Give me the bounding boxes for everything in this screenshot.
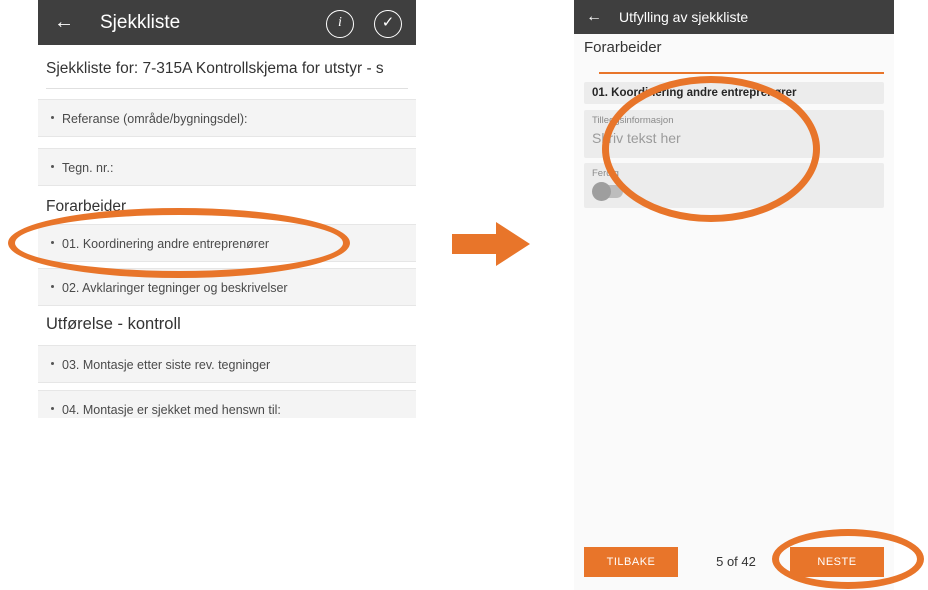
- additional-info-placeholder: Skriv tekst her: [592, 130, 681, 146]
- divider: [46, 88, 408, 89]
- page-title: Sjekkliste: [100, 12, 181, 33]
- right-phone-screen: [574, 0, 894, 590]
- list-item[interactable]: [38, 390, 416, 418]
- arrow-left-icon[interactable]: ←: [54, 11, 74, 33]
- list-item-label: 03. Montasje etter siste rev. tegninger: [62, 358, 271, 372]
- list-item[interactable]: [38, 268, 416, 306]
- list-item-label: 01. Koordinering andre entreprenører: [62, 237, 270, 251]
- bullet-icon: [51, 407, 54, 410]
- list-item-label: Tegn. nr.:: [62, 161, 114, 175]
- group-header: Forarbeider: [38, 196, 416, 218]
- list-item-label: Referanse (område/bygningsdel):: [62, 112, 248, 126]
- section-title: Forarbeider: [584, 39, 662, 56]
- check-circle-icon[interactable]: ✓: [374, 10, 402, 38]
- left-phone-screen: [38, 0, 416, 418]
- checklist-point-title: [584, 82, 884, 104]
- bullet-icon: [51, 165, 54, 168]
- group-header: Utførelse - kontroll: [38, 313, 416, 335]
- done-toggle-knob[interactable]: [592, 182, 611, 201]
- next-button[interactable]: NESTE: [790, 547, 884, 577]
- right-app-bar: [574, 0, 894, 34]
- page-title: Utfylling av sjekkliste: [619, 9, 749, 25]
- additional-info-label: Tilleggsinformasjon: [592, 115, 674, 126]
- left-app-bar: [38, 0, 416, 45]
- active-tab-underline: [599, 72, 884, 74]
- page-counter: 5 of 42: [716, 554, 756, 569]
- bullet-icon: [51, 116, 54, 119]
- checklist-point-label: 01. Koordinering andre entreprenører: [592, 87, 797, 99]
- list-item-label: 04. Montasje er sjekket med henswn til:: [62, 403, 281, 417]
- bottom-bar: [574, 535, 894, 590]
- done-toggle-label: Ferdig: [592, 168, 619, 179]
- list-item-label: 02. Avklaringer tegninger og beskrivelser: [62, 281, 288, 295]
- bullet-icon: [51, 241, 54, 244]
- checklist-heading: Sjekkliste for: 7-315A Kontrollskjema for utstyr - s: [38, 58, 416, 80]
- list-item[interactable]: [38, 148, 416, 186]
- back-button[interactable]: TILBAKE: [584, 547, 678, 577]
- arrow-left-icon[interactable]: ←: [586, 8, 602, 25]
- list-item[interactable]: [38, 224, 416, 262]
- list-item[interactable]: [38, 345, 416, 383]
- additional-info-field[interactable]: [584, 110, 884, 158]
- right-arrow-icon: [452, 222, 530, 266]
- bullet-icon: [51, 362, 54, 365]
- info-circle-icon[interactable]: i: [326, 10, 354, 38]
- list-item[interactable]: [38, 99, 416, 137]
- bullet-icon: [51, 285, 54, 288]
- done-toggle-row[interactable]: [584, 163, 884, 208]
